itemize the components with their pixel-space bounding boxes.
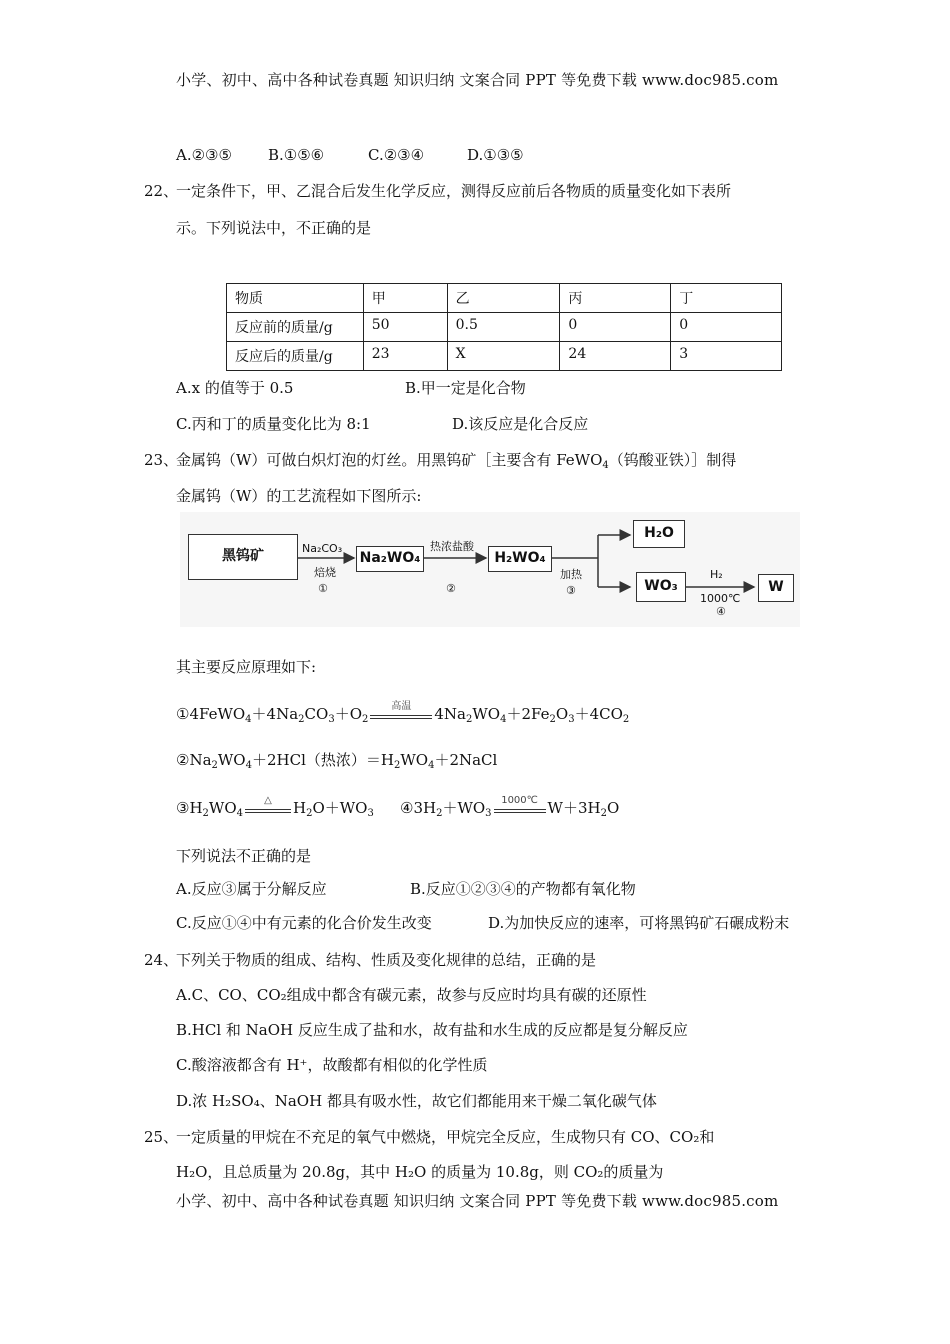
- flow-step1-condition: 焙烧: [314, 566, 336, 579]
- flow-step4-number: ④: [716, 605, 726, 618]
- equation-2: $②Na_2WO_4+2HCl$（热浓）$=H_2WO_4+2NaCl$: [176, 751, 498, 771]
- flow-box-h2o: H₂O: [633, 520, 685, 548]
- table-cell: 丁: [671, 284, 782, 313]
- q22-option-c: C.丙和丁的质量变化比为 8:1: [176, 415, 371, 433]
- q24-number: 24、: [144, 951, 179, 969]
- q24-stem: 下列关于物质的组成、结构、性质及变化规律的总结，正确的是: [176, 951, 597, 969]
- q23-option-c: C.反应①④中有元素的化合价发生改变: [176, 914, 432, 932]
- q25-stem-line2: H₂O，且总质量为 20.8g，其中 H₂O 的质量为 10.8g，则 CO₂的质量为: [176, 1163, 664, 1181]
- 1000c-condition: [494, 795, 546, 819]
- page-header: 小学、初中、高中各种试卷真题 知识归纳 文案合同 PPT 等免费下载 www.doc985.com: [176, 71, 779, 89]
- table-cell: 0: [560, 313, 671, 342]
- q22-stem-line1: 一定条件下，甲、乙混合后发生化学反应，测得反应前后各物质的质量变化如下表所: [176, 182, 732, 200]
- table-cell: 甲: [363, 284, 447, 313]
- equation-3: $③H_2WO_4$ △ $H_2O+WO_3$: [176, 798, 374, 819]
- heat-condition: [245, 795, 291, 819]
- q21-option-b: B.①⑤⑥: [268, 146, 325, 164]
- condition-label: 高温: [391, 701, 412, 712]
- page-footer: 小学、初中、高中各种试卷真题 知识归纳 文案合同 PPT 等免费下载 www.doc985.com: [176, 1192, 779, 1210]
- table-cell: 物质: [227, 284, 364, 313]
- high-temp-condition: [370, 701, 432, 725]
- table-cell: 3: [671, 342, 782, 371]
- table-row: [227, 342, 782, 371]
- flow-box-wo3: WO₃: [636, 572, 686, 602]
- equation-1: $①4FeWO_4+4Na_2CO_3+O_2$ 高温 $4Na_2WO_4+2Fe_2O_3+4CO_2$: [176, 704, 629, 725]
- flow-step4-condition: 1000℃: [700, 592, 741, 605]
- q24-option-c: C.酸溶液都含有 H⁺，故酸都有相似的化学性质: [176, 1056, 488, 1074]
- q25-number: 25、: [144, 1128, 179, 1146]
- q21-option-a: A.②③⑤: [176, 146, 232, 164]
- condition-label: △: [264, 795, 272, 806]
- table-cell: 丙: [560, 284, 671, 313]
- table-cell: 50: [363, 313, 447, 342]
- equation-4: $④3H_2+WO_3$ 1000℃ $W+3H_2O$: [400, 798, 619, 819]
- q23-process-flow-diagram: [180, 512, 800, 627]
- flow-step1-number: ①: [318, 582, 328, 595]
- q21-option-d: D.①③⑤: [467, 146, 524, 164]
- table-header-row: [227, 284, 782, 313]
- q21-option-c: C.②③④: [368, 146, 425, 164]
- q23-question: 下列说法不正确的是: [176, 847, 312, 865]
- q22-option-a: A.x 的值等于 0.5: [176, 379, 294, 397]
- flow-box-ore: 黑钨矿: [188, 534, 298, 580]
- table-cell: X: [447, 342, 560, 371]
- flow-step3-number: ③: [566, 584, 576, 597]
- table-cell: 0: [671, 313, 782, 342]
- q24-option-b: B.HCl 和 NaOH 反应生成了盐和水，故有盐和水生成的反应都是复分解反应: [176, 1021, 688, 1039]
- q23-stem-line1: 金属钨（W）可做白炽灯泡的灯丝。用黑钨矿［主要含有 FeWO$_4$（钨酸亚铁）］制得: [176, 451, 737, 471]
- q24-option-a: A.C、CO、CO₂组成中都含有碳元素，故参与反应时均具有碳的还原性: [176, 986, 647, 1004]
- table-cell: 0.5: [447, 313, 560, 342]
- flow-step1-reagent: Na₂CO₃: [302, 542, 343, 555]
- flow-box-h2wo4: H₂WO₄: [488, 546, 552, 572]
- flow-step4-reagent: H₂: [710, 568, 723, 581]
- condition-label: 1000℃: [501, 795, 538, 806]
- q23-stem-line1-a: 金属钨（W）可做白炽灯泡的灯丝。用黑钨矿［主要含有 FeWO: [176, 451, 603, 469]
- flow-step2-number: ②: [446, 582, 456, 595]
- q23-number: 23、: [144, 451, 179, 469]
- flow-step2-reagent: 热浓盐酸: [430, 540, 474, 553]
- q23-stem-line2: 金属钨（W）的工艺流程如下图所示:: [176, 487, 422, 505]
- q23-option-d: D.为加快反应的速率，可将黑钨矿石碾成粉末: [488, 914, 790, 932]
- table-row: [227, 313, 782, 342]
- table-cell: 23: [363, 342, 447, 371]
- q25-stem-line1: 一定质量的甲烷在不充足的氧气中燃烧，甲烷完全反应，生成物只有 CO、CO₂和: [176, 1128, 715, 1146]
- q23-stem-line1-b: （钨酸亚铁）］制得: [608, 451, 737, 469]
- q24-option-d: D.浓 H₂SO₄、NaOH 都具有吸水性，故它们都能用来干燥二氧化碳气体: [176, 1092, 657, 1110]
- q22-option-b: B.甲一定是化合物: [405, 379, 526, 397]
- table-cell: 反应前的质量/g: [227, 313, 364, 342]
- flow-box-na2wo4: Na₂WO₄: [356, 546, 424, 572]
- q23-option-b: B.反应①②③④的产物都有氧化物: [410, 880, 636, 898]
- q22-number: 22、: [144, 182, 179, 200]
- flow-step3-condition: 加热: [560, 568, 582, 581]
- q22-option-d: D.该反应是化合反应: [452, 415, 589, 433]
- q22-mass-table: [226, 283, 782, 371]
- table-cell: 乙: [447, 284, 560, 313]
- flow-box-w: W: [758, 574, 794, 602]
- table-cell: 反应后的质量/g: [227, 342, 364, 371]
- q22-stem-line2: 示。下列说法中，不正确的是: [176, 219, 372, 237]
- table-cell: 24: [560, 342, 671, 371]
- q23-principle-intro: 其主要反应原理如下:: [176, 658, 317, 676]
- q23-option-a: A.反应③属于分解反应: [176, 880, 327, 898]
